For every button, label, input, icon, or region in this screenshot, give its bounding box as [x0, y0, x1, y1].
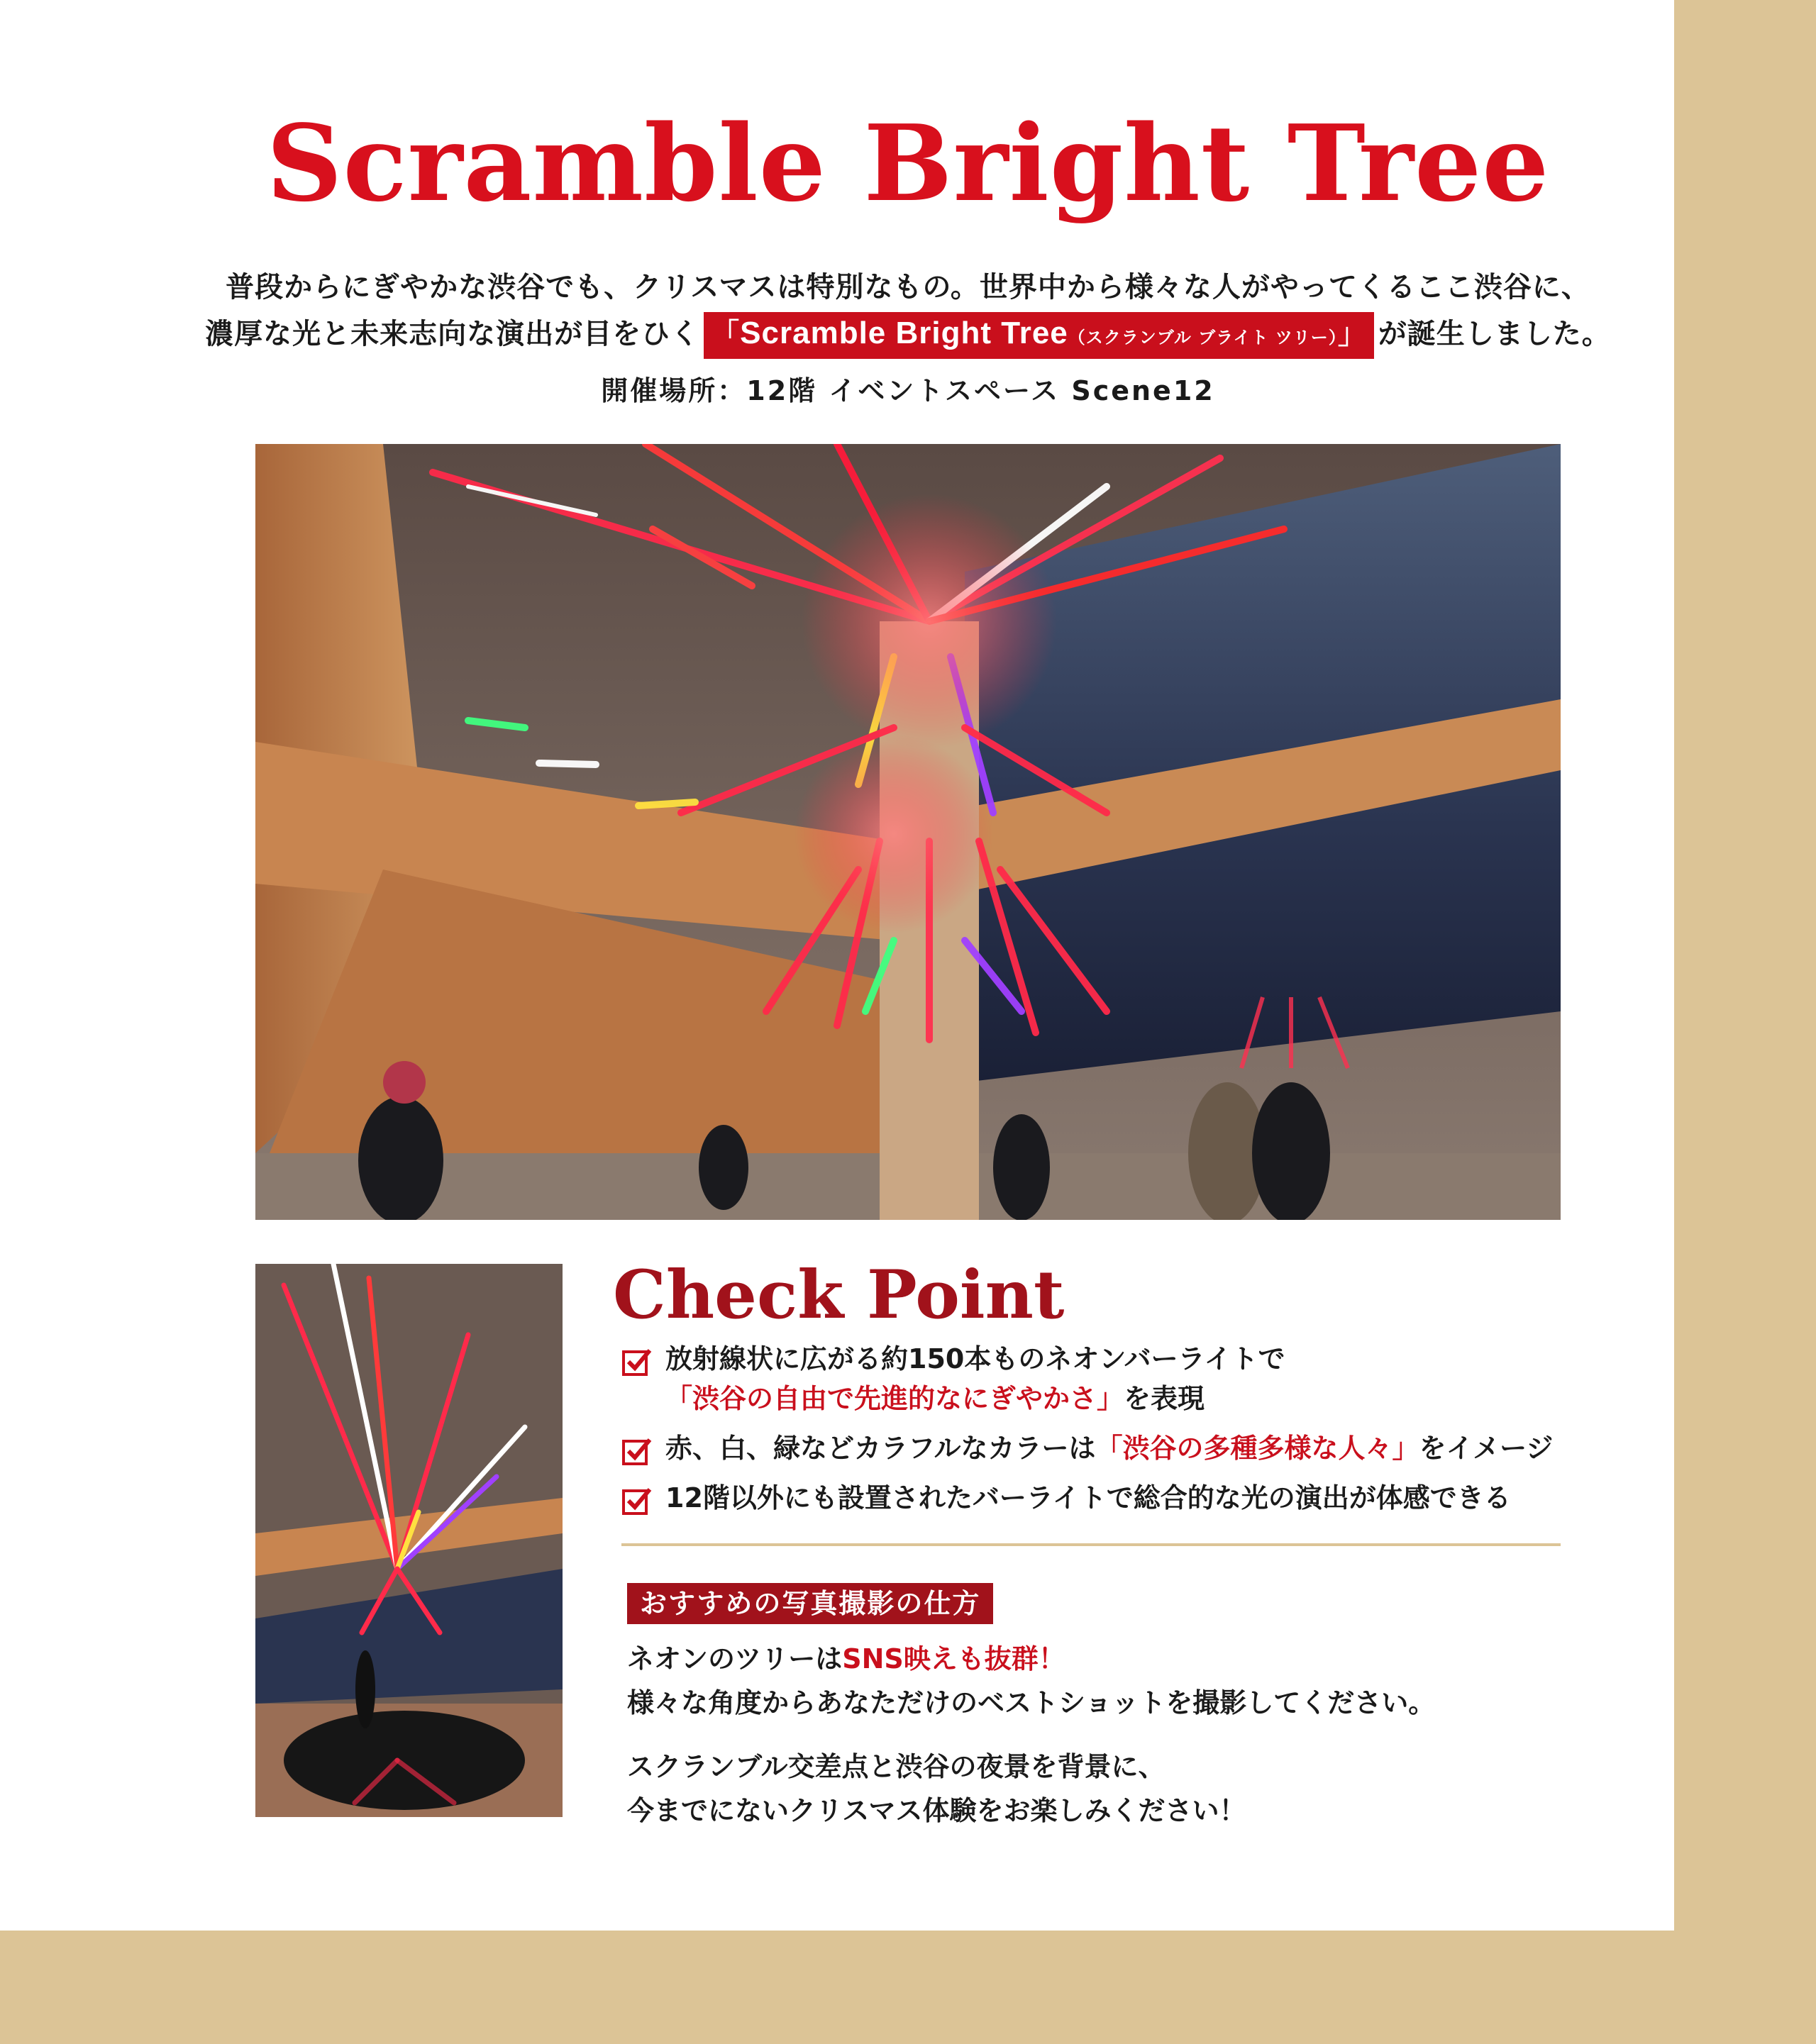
tips-text: 様々な角度からあなただけのベストショットを撮影してください。 — [627, 1687, 1436, 1718]
photo-tips-label: おすすめの写真撮影の仕方 — [627, 1583, 993, 1624]
check-item-text: 放射線状に広がる約150本ものネオンバーライトで — [665, 1343, 1285, 1374]
tree-name-kana: （スクランブル ブライト ツリー） — [1068, 328, 1338, 348]
check-item — [621, 1339, 1572, 1418]
check-item-highlight: 「渋谷の多種多様な人々」 — [1095, 1433, 1419, 1464]
quote-open: 「 — [711, 318, 741, 350]
quote-close: 」 — [1337, 318, 1367, 350]
venue-info: 開催場所：12階 イベントスペース Scene12 — [601, 375, 1215, 406]
checkbox-check-icon — [621, 1435, 653, 1467]
check-point-title: Check Point — [613, 1256, 1065, 1334]
tips-text: スクランブル交差点と渋谷の夜景を背景に、 — [627, 1751, 1166, 1782]
check-item-text: 赤、白、緑などカラフルなカラーは — [665, 1433, 1096, 1464]
tree-side-image — [255, 1264, 563, 1817]
tree-main-image — [255, 444, 1561, 1220]
check-item-text: 12階以外にも設置されたバーライトで総合的な光の演出が体感できる — [665, 1482, 1511, 1513]
intro-text — [0, 264, 1816, 359]
check-item-text: を表現 — [1124, 1383, 1205, 1414]
tree-name: Scramble Bright Tree — [740, 316, 1068, 350]
checkbox-check-icon — [621, 1346, 653, 1377]
intro-line-2-post: が誕生しました。 — [1378, 318, 1611, 350]
photo-tips-text — [627, 1637, 1563, 1853]
check-point-list — [621, 1339, 1572, 1528]
check-item — [621, 1478, 1572, 1518]
intro-line-1: 普段からにぎやかな渋谷でも、クリスマスは特別なもの。世界中から様々な人がやってくるここ渋谷に、 — [226, 271, 1590, 304]
check-item — [621, 1428, 1572, 1468]
photo-tips-paragraph-1 — [627, 1637, 1563, 1725]
intro-line-2 — [0, 311, 1816, 359]
tree-name-highlight — [704, 312, 1374, 359]
checkbox-check-icon — [621, 1485, 653, 1516]
check-item-highlight: 「渋谷の自由で先進的なにぎやかさ」 — [665, 1383, 1124, 1414]
tips-highlight: SNS映えも抜群！ — [842, 1643, 1065, 1674]
divider — [621, 1543, 1561, 1546]
intro-line-2-pre: 濃厚な光と未来志向な演出が目をひく — [205, 318, 700, 350]
check-item-text: をイメージ — [1419, 1433, 1554, 1464]
page-title: Scramble Bright Tree — [266, 101, 1550, 225]
tips-text: ネオンのツリーは — [627, 1643, 843, 1674]
tips-text: 今までにないクリスマス体験をお楽しみください！ — [627, 1795, 1246, 1826]
photo-tips-paragraph-2 — [627, 1745, 1563, 1833]
